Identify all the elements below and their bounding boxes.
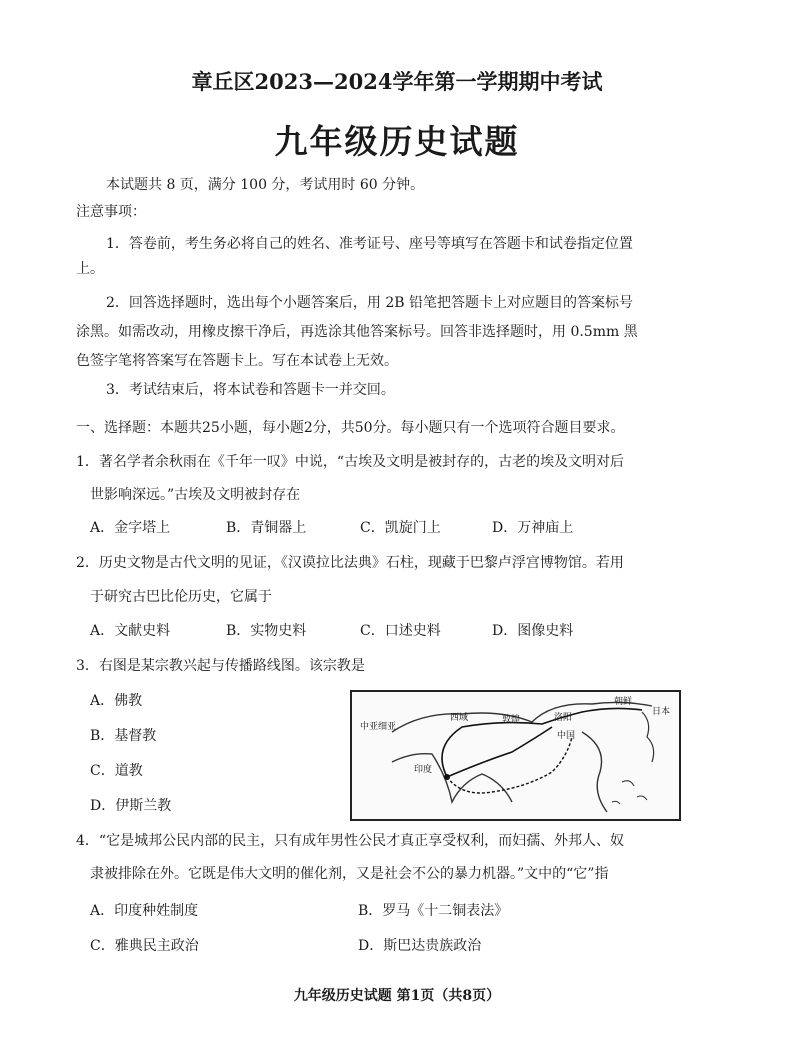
map-label-india: 印度 bbox=[414, 765, 433, 775]
map-coastline bbox=[392, 702, 652, 732]
question-4-option-d[interactable]: D．斯巴达贵族政治 bbox=[358, 938, 482, 954]
question-4-line-1: 4．“它是城邦公民内部的民主，只有成年男性公民才真正享受权利，而妇孺、外邦人、奴 bbox=[76, 833, 625, 849]
exam-title: 章丘区2023—2024学年第一学期期中考试 bbox=[191, 69, 603, 94]
page-footer: 九年级历史试题 第1页（共8页） bbox=[293, 988, 501, 1004]
question-3-option-a[interactable]: A．佛教 bbox=[90, 693, 143, 709]
map-label-central-asia: 中亚细亚 bbox=[360, 722, 397, 732]
notice-title: 注意事项： bbox=[76, 204, 146, 220]
notice-item-2-line-2: 涂黑。如需改动，用橡皮擦干净后，再选涂其他答案标号。回答非选择题时，用 0.5mm 黑 bbox=[76, 324, 638, 340]
question-2-option-d[interactable]: D．图像史料 bbox=[492, 623, 574, 639]
paper-title: 九年级历史试题 bbox=[274, 122, 520, 161]
question-4-option-b[interactable]: B．罗马《十二铜表法》 bbox=[358, 903, 509, 919]
notice-item-1-line-1: 1．答卷前，考生务必将自己的姓名、准考证号、座号等填写在答题卡和试卷指定位置 bbox=[106, 236, 633, 252]
map-coastline-india bbox=[392, 754, 512, 802]
map-islands bbox=[612, 781, 647, 804]
map-origin-point bbox=[444, 774, 450, 780]
map-label-western-regions: 西域 bbox=[450, 713, 469, 723]
notice-item-3: 3．考试结束后，将本试卷和答题卡一并交回。 bbox=[106, 382, 395, 398]
question-3-option-d[interactable]: D．伊斯兰教 bbox=[90, 798, 172, 814]
question-1-option-d[interactable]: D．万神庙上 bbox=[492, 520, 574, 536]
intro-text: 本试题共 8 页，满分 100 分，考试用时 60 分钟。 bbox=[106, 177, 425, 193]
map-label-dunhuang: 敦煌 bbox=[502, 715, 521, 725]
question-2-line-2: 于研究古巴比伦历史，它属于 bbox=[90, 589, 272, 605]
question-1-option-c[interactable]: C．凯旋门上 bbox=[360, 520, 441, 536]
question-4-option-c[interactable]: C．雅典民主政治 bbox=[90, 938, 199, 954]
question-3-option-b[interactable]: B．基督教 bbox=[90, 728, 157, 744]
question-4-line-2: 隶被排除在外。它既是伟大文明的催化剂，又是社会不公的暴力机器。”文中的“它”指 bbox=[90, 866, 609, 882]
map-coastline-east bbox=[582, 732, 607, 812]
map-label-luoyang: 洛阳 bbox=[554, 713, 573, 723]
notice-item-2-line-3: 色签字笔将答案写在答题卡上。写在本试卷上无效。 bbox=[76, 353, 398, 369]
question-2-line-1: 2．历史文物是古代文明的见证，《汉谟拉比法典》石柱，现藏于巴黎卢浮宫博物馆。若用 bbox=[76, 555, 624, 571]
notice-item-1-line-2: 上。 bbox=[76, 261, 104, 277]
question-3-line-1: 3．右图是某宗教兴起与传播路线图。该宗教是 bbox=[76, 658, 365, 674]
question-1-line-2: 世影响深远。”古埃及文明被封存在 bbox=[90, 487, 301, 503]
map-japan bbox=[642, 712, 654, 762]
question-2-option-a[interactable]: A．文献史料 bbox=[90, 623, 171, 639]
question-2-option-b[interactable]: B．实物史料 bbox=[226, 623, 307, 639]
question-1-option-b[interactable]: B．青铜器上 bbox=[226, 520, 307, 536]
map-label-korea: 朝鲜 bbox=[614, 697, 633, 707]
map-label-japan: 日本 bbox=[652, 707, 671, 717]
question-1-option-a[interactable]: A．金字塔上 bbox=[90, 520, 171, 536]
map-label-china: 中国 bbox=[557, 731, 576, 741]
notice-item-2-line-1: 2．回答选择题时，选出每个小题答案后，用 2B 铅笔把答题卡上对应题目的答案标号 bbox=[106, 295, 634, 311]
map-drawing bbox=[352, 692, 679, 819]
religion-spread-map bbox=[350, 690, 681, 821]
section-heading: 一、选择题：本题共25小题，每小题2分，共50分。每小题只有一个选项符合题目要求。 bbox=[76, 420, 625, 436]
question-3-option-c[interactable]: C．道教 bbox=[90, 763, 143, 779]
map-route-south bbox=[447, 727, 552, 777]
question-4-option-a[interactable]: A．印度种姓制度 bbox=[90, 903, 199, 919]
question-1-line-1: 1．著名学者余秋雨在《千年一叹》中说，“古埃及文明是被封存的，古老的埃及文明对后 bbox=[76, 454, 625, 470]
question-2-option-c[interactable]: C．口述史料 bbox=[360, 623, 441, 639]
